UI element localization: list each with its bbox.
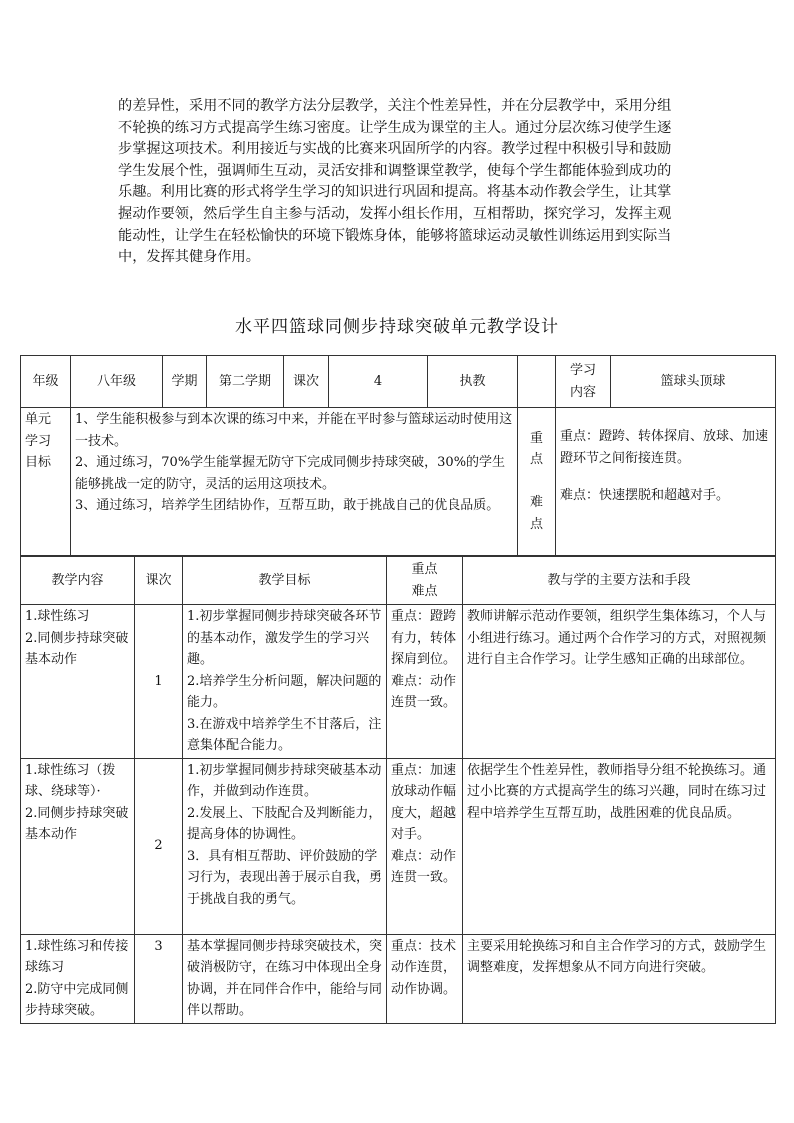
teacher-value <box>518 356 556 408</box>
row-key: 重点：蹬跨有力，转体探肩到位。 难点：动作连贯一致。 <box>387 605 463 759</box>
objectives-label: 单元 学习 目标 <box>21 408 71 556</box>
row-goals: 1.初步掌握同侧步持球突破各环节的基本动作，激发学生的学习兴趣。 2.培养学生分析问题，解决问题的能力。 3.在游戏中培养学生不甘落后，注意集体配合能力。 <box>183 605 387 759</box>
objective-item: 1、学生能积极参与到本次课的练习中来，并能在平时参与篮球运动时使用这一技术。 <box>75 412 513 449</box>
row-methods: 教师讲解示范动作要领，组织学生集体练习，个人与小组进行练习。通过两个合作学习的方式，对照视频进行自主合作学习。让学生感知正确的出球部位。 <box>463 605 776 759</box>
intro-text: 的差异性，采用不同的教学方法分层教学，关注个性差异性，并在分层教学中，采用分组不轮换的练习方式提高学生练习密度。让学生成为课堂的主人。通过分层次练习使学生逐步掌握这项技术。利用接近与实战的比赛来巩固所学的内容。教学过程中积极引导和鼓励学生发展个性，强调师生互动，灵活安排和调整课堂教学，使每个学生都能体验到成功的乐趣。利用比赛的形式将学生学习的知识进行巩固和提高。将基本动作教会学生，让其掌握动作要领，然后学生自主参与活动，发挥小组长作用，互相帮助，探究学习，发挥主观能动性，让学生在轻松愉快的环境下锻炼身体，能够将篮球运动灵敏性训练运用到实际当中，发挥其健身作用。 <box>118 98 672 266</box>
lessons-label: 课次 <box>284 356 329 408</box>
table-row <box>21 605 776 759</box>
difficulty-point: 难点：快速摆脱和超越对手。 <box>560 488 730 503</box>
header-methods: 教与学的主要方法和手段 <box>463 557 776 605</box>
teacher-label: 执教 <box>428 356 518 408</box>
table-row <box>21 758 776 934</box>
row-content: 1.球性练习（拨球、绕球等）· 2.同侧步持球突破基本动作 <box>21 758 135 934</box>
document-title: 水平四篮球同侧步持球突破单元教学设计 <box>235 317 559 337</box>
grade-label: 年级 <box>21 356 71 408</box>
content-value: 篮球头顶球 <box>611 356 776 408</box>
lesson-plan-table <box>20 556 776 1024</box>
grade-value: 八年级 <box>71 356 163 408</box>
row-methods: 依据学生个性差异性，教师指导分组不轮换练习。通过小比赛的方式提高学生的练习兴趣，同时在练习过程中培养学生互帮互助，战胜困难的优良品质。 <box>463 758 776 934</box>
term-value: 第二学期 <box>207 356 284 408</box>
keypoints-detail <box>556 408 776 556</box>
term-label: 学期 <box>163 356 207 408</box>
row-key: 重点：加速放球动作幅度大，超越对手。 难点：动作连贯一致。 <box>387 758 463 934</box>
row-lesson: 1 <box>135 605 183 759</box>
content-label: 学习 内容 <box>556 356 611 408</box>
row-key: 重点：技术动作连贯，动作协调。 <box>387 934 463 1023</box>
keypoints-label: 重 点 难 点 <box>518 408 556 556</box>
unit-info-table <box>20 355 776 556</box>
header-goals: 教学目标 <box>183 557 387 605</box>
row-lesson: 2 <box>135 758 183 934</box>
objective-item: 3、通过练习，培养学生团结协作，互帮互助，敢于挑战自己的优良品质。 <box>75 498 500 513</box>
row-content: 1.球性练习 2.同侧步持球突破基本动作 <box>21 605 135 759</box>
objective-item: 2、通过练习，70%学生能掌握无防守下完成同侧步持球突破，30%的学生能够挑战一定的防守，灵活的运用这项技术。 <box>75 455 506 492</box>
header-key: 重点 难点 <box>387 557 463 605</box>
row-goals: 1.初步掌握同侧步持球突破基本动作，并做到动作连贯。 2.发展上、下肢配合及判断能力，提高身体的协调性。 3．具有相互帮助、评价鼓励的学习行为，表现出善于展示自我，勇于挑战自我的勇气。 <box>183 758 387 934</box>
intro-paragraph <box>118 96 678 269</box>
table-row <box>21 934 776 1023</box>
row-lesson: 3 <box>135 934 183 1023</box>
key-point: 重点：蹬跨、转体探肩、放球、加速蹬环节之间衔接连贯。 <box>560 429 769 466</box>
row-goals: 基本掌握同侧步持球突破技术，突破消极防守，在练习中体现出全身协调，并在同伴合作中，能给与同伴以帮助。 <box>183 934 387 1023</box>
header-content: 教学内容 <box>21 557 135 605</box>
lessons-value: 4 <box>329 356 428 408</box>
objectives-list <box>71 408 518 556</box>
header-lesson: 课次 <box>135 557 183 605</box>
row-methods: 主要采用轮换练习和自主合作学习的方式，鼓励学生调整难度，发挥想象从不同方向进行突破。 <box>463 934 776 1023</box>
row-content: 1.球性练习和传接球练习 2.防守中完成同侧步持球突破。 <box>21 934 135 1023</box>
